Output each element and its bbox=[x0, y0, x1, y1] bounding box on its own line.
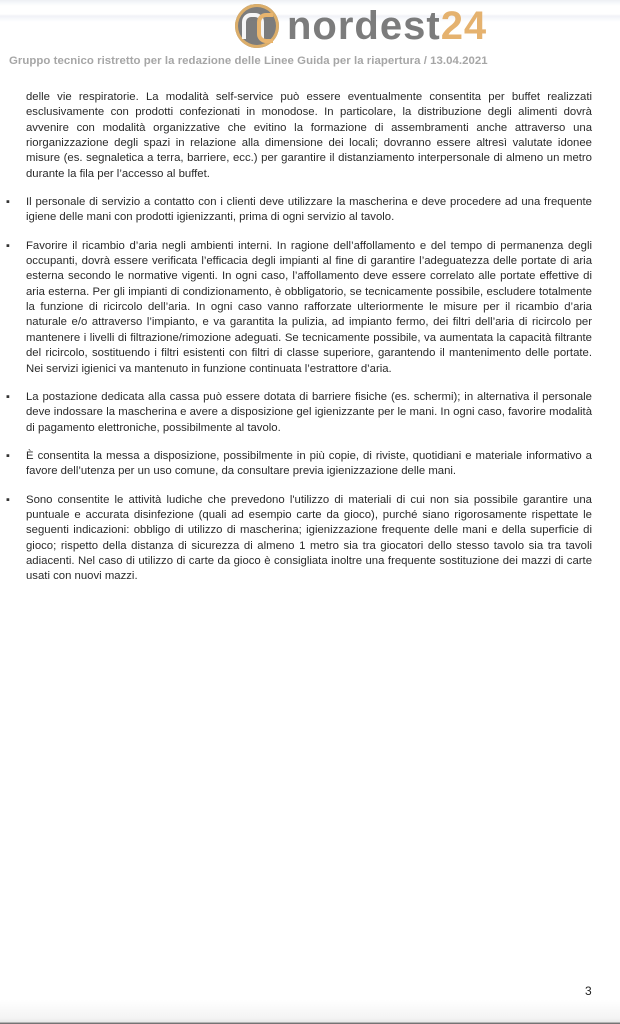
bullet-marker: ▪ bbox=[6, 239, 10, 252]
bullet-item bbox=[6, 195, 592, 226]
watermark-wordmark-part1: nordest bbox=[287, 4, 441, 48]
bullet-text: La postazione dedicata alla cassa può essere dotata di barriere fisiche (es. schermi); in alternativa il personale deve indossare la mascherina e avere a disposizione gel igienizzante per le mani. In ogni caso, favorire modalità di pagamento elettroniche, possibilmente al tavolo. bbox=[26, 390, 592, 434]
bullet-item bbox=[6, 390, 592, 436]
bullet-marker: ▪ bbox=[6, 196, 10, 209]
bullet-item bbox=[6, 493, 592, 585]
bullet-text: Il personale di servizio a contatto con i clienti deve utilizzare la mascherina e deve procedere ad una frequente igiene delle mani con prodotti igienizzanti, prima di ogni servizio al tavolo. bbox=[26, 196, 592, 224]
bullet-item bbox=[6, 239, 592, 377]
watermark-wordmark-part2: 24 bbox=[440, 4, 488, 48]
bullet-text: Sono consentite le attività ludiche che prevedono l'utilizzo di materiali di cui non sia possibile garantire una puntuale e accurata disinfezione (quali ad esempio carte da gioco), purché siano rigorosamente rispettate le seguenti indicazioni: obbligo di utilizzo di mascherina; igienizzazione frequente delle mani e della superficie di gioco; rispetto della distanza di sicurezza di almeno 1 metro sia tra giocatori dello stesso tavolo sia tra tavoli adiacenti. Nel caso di utilizzo di carte da gioco è consigliata inoltre una frequente sostituzione dei mazzi di carte usati con nuovi mazzi. bbox=[26, 493, 592, 583]
bullet-marker: ▪ bbox=[6, 493, 10, 506]
bullet-marker: ▪ bbox=[6, 390, 10, 403]
viewer-top-edge bbox=[0, 0, 620, 22]
bullet-text: È consentita la messa a disposizione, possibilmente in più copie, di riviste, quotidiani e materiale informativo a favore dell’utenza per un uso comune, da consultare previa igienizzazione delle mani. bbox=[26, 449, 592, 478]
viewer-bottom-edge bbox=[0, 1000, 620, 1024]
bullet-item bbox=[6, 449, 592, 480]
page-number: 3 bbox=[585, 984, 592, 998]
running-header: Gruppo tecnico ristretto per la redazione delle Linee Guida per la riapertura / 13.04.2021 bbox=[9, 55, 488, 67]
document-body bbox=[6, 90, 592, 585]
bullet-marker: ▪ bbox=[6, 449, 10, 462]
bullet-text: Favorire il ricambio d’aria negli ambienti interni. In ragione dell’affollamento e del tempo di permanenza degli occupanti, dovrà essere verificata l’efficacia degli impianti al fine di garantire l’adeguatezza delle portate di aria esterna secondo le normative vigenti. In ogni caso, l’affollamento deve essere correlato alle portate effettive di aria esterna. Per gli impianti di condizionamento, è obbligatorio, se tecnicamente possibile, escludere totalmente la funzione di ricircolo dell’aria. In ogni caso vanno rafforzate ulteriormente le misure per il ricambio d’aria naturale e/o attraverso l’impianto, e va garantita la pulizia, ad impianto fermo, dei filtri dell’aria di ricircolo per mantenere i livelli di filtrazione/rimozione adeguati. Se tecnicamente possibile, va aumentata la capacità filtrante del ricircolo, sostituendo i filtri esistenti con filtri di classe superiore, garantendo il mantenimento delle portate. Nei servizi igienici va mantenuto in funzione continuata l’estrattore d’aria. bbox=[26, 239, 592, 375]
continuation-paragraph: delle vie respiratorie. La modalità self-service può essere eventualmente consentita per buffet realizzati esclusivamente con prodotti confezionati in monodose. In particolare, la distribuzione degli alimenti dovrà avvenire con modalità organizzative che evitino la formazione di assembramenti anche attraverso una riorganizzazione degli spazi in relazione alla dimensione dei locali; dovranno essere altresì valutate idonee misure (es. segnaletica a terra, barriere, ecc.) per garantire il distanziamento interpersonale di almeno un metro durante la fila per l’accesso al buffet. bbox=[26, 91, 592, 180]
bullet-list bbox=[6, 195, 592, 585]
